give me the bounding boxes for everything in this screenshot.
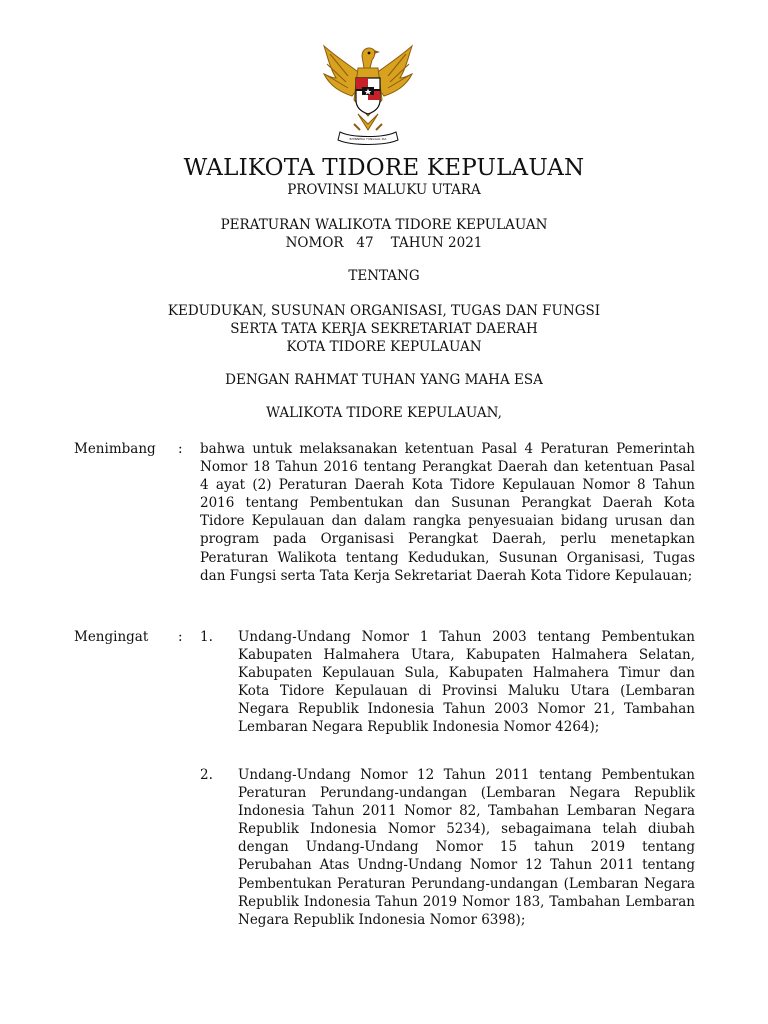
issuer-line: WALIKOTA TIDORE KEPULAUAN, <box>266 405 502 421</box>
blessing-line: DENGAN RAHMAT TUHAN YANG MAHA ESA <box>225 372 543 388</box>
mengingat-item-number: 1. <box>200 629 213 645</box>
province-name: PROVINSI MALUKU UTARA <box>287 182 481 198</box>
mengingat-item-number: 2. <box>200 767 213 783</box>
garuda-emblem-icon <box>318 38 418 148</box>
mengingat-item-text: Undang-Undang Nomor 12 Tahun 2011 tentang Pembentukan Peraturan Perundang-undangan (Lembaran Negara Republik Indonesia Tahun 2011 Nomor 82, Tambahan Lembaran Negara Republik Indonesia Nomor 5234), sebagaimana telah diubah dengan Undang-Undang Nomor 15 tahun 2019 tentang Perubahan Atas Undng-Undang Nomor 12 Tahun 2011 tentang Pembentukan Peraturan Perundang-undangan (Lembaran Negara Republik Indonesia Tahun 2019 Nomor 183, Tambahan Lembaran Negara Republik Indonesia Nomor 6398); <box>238 767 695 928</box>
subject-line-1: KEDUDUKAN, SUSUNAN ORGANISASI, TUGAS DAN FUNGSI <box>167 303 601 319</box>
subject-line-2: SERTA TATA KERJA SEKRETARIAT DAERAH <box>230 321 538 337</box>
mengingat-item-text: Undang-Undang Nomor 1 Tahun 2003 tentang Pembentukan Kabupaten Halmahera Utara, Kabupaten Halmahera Selatan, Kabupaten Kepulauan Sula, Kabupaten Halmahera Timur dan Kota Tidore Kepulauan di Provinsi Maluku Utara (Lembaran Negara Republik Indonesia Tahun 2003 Nomor 21, Tambahan Lembaran Negara Republik Indonesia Nomor 4264); <box>238 629 695 736</box>
regulation-title: PERATURAN WALIKOTA TIDORE KEPULAUAN <box>220 217 548 233</box>
mengingat-label: Mengingat <box>74 629 149 645</box>
document-title: WALIKOTA TIDORE KEPULAUAN <box>183 155 585 181</box>
about-heading: TENTANG <box>348 268 420 284</box>
regulation-number: NOMOR 47 TAHUN 2021 <box>285 235 483 251</box>
mengingat-colon: : <box>178 629 183 645</box>
menimbang-colon: : <box>178 441 183 457</box>
subject-line-3: KOTA TIDORE KEPULAUAN <box>286 339 482 355</box>
menimbang-text: bahwa untuk melaksanakan ketentuan Pasal 4 Peraturan Pemerintah Nomor 18 Tahun 2016 tentang Perangkat Daerah dan ketentuan Pasal 4 ayat (2) Peraturan Daerah Kota Tidore Kepulauan Nomor 8 Tahun 2016 tentang Pembentukan dan Susunan Perangkat Daerah Kota Tidore Kepulauan dan dalam rangka penyesuaian bidang urusan dan program pada Organisasi Perangkat Daerah, perlu menetapkan Peraturan Walikota tentang Kedudukan, Susunan Organisasi, Tugas dan Fungsi serta Tata Kerja Sekretariat Daerah Kota Tidore Kepulauan; <box>200 441 695 584</box>
emblem-motto: BHINNEKA TUNGGAL IKA <box>349 137 387 141</box>
menimbang-label: Menimbang <box>74 441 156 457</box>
